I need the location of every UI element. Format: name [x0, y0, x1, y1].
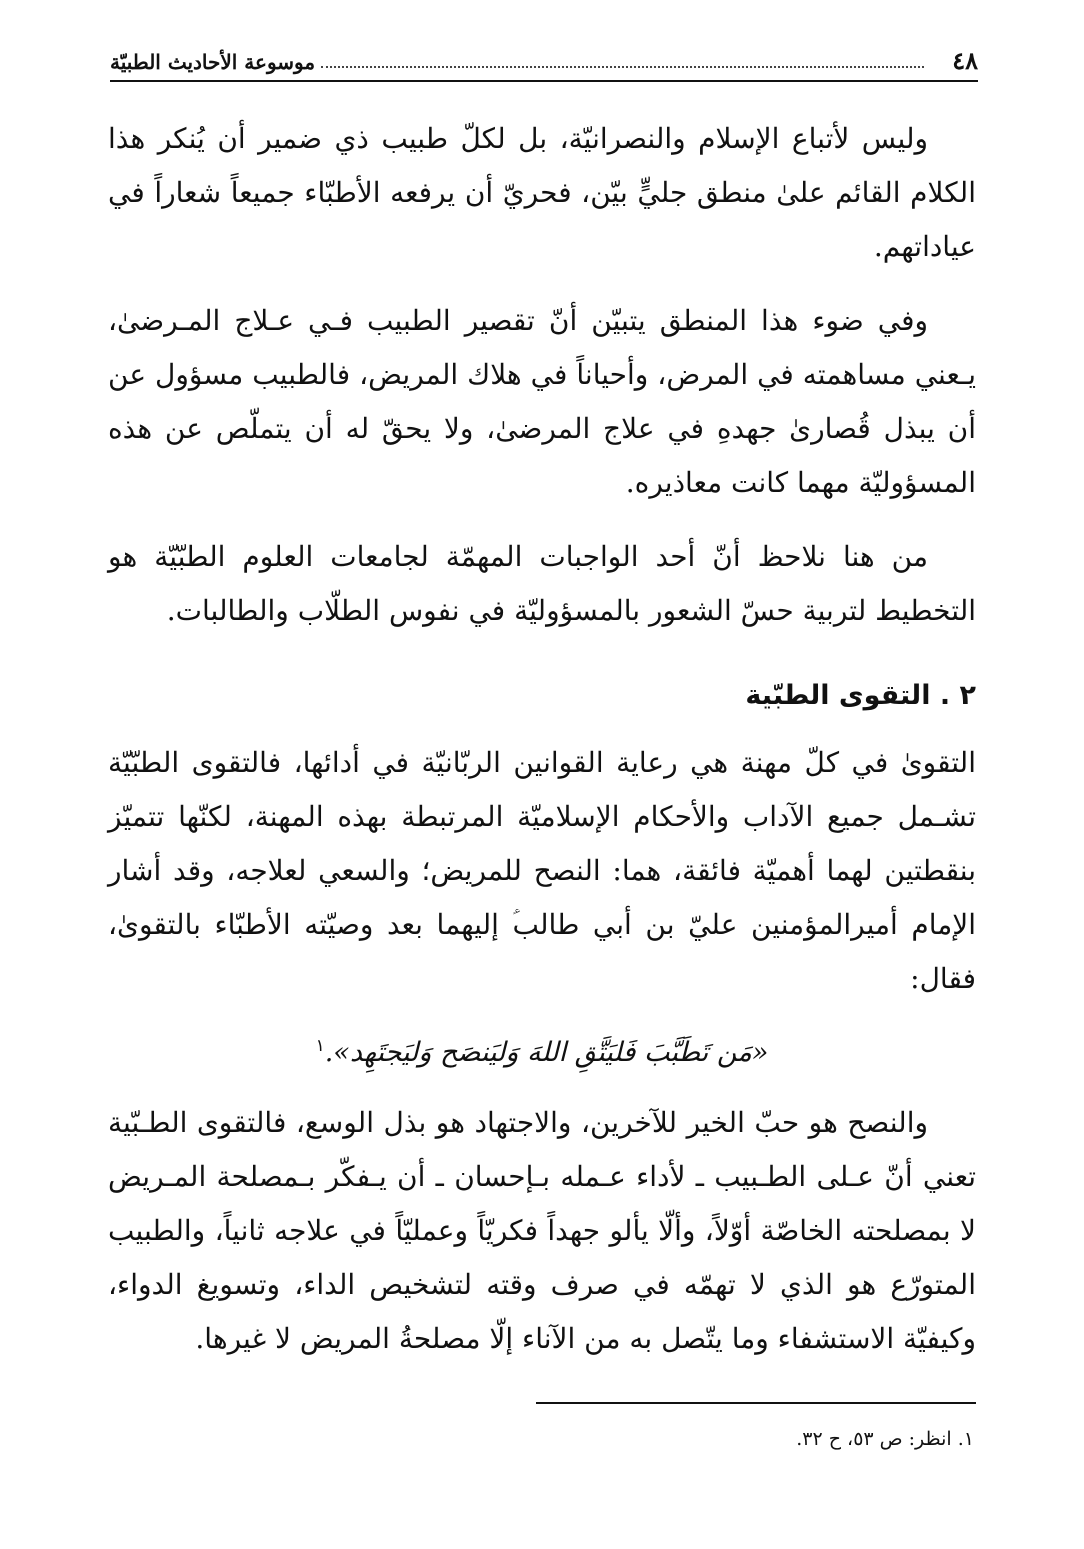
header-rule	[110, 80, 978, 82]
paragraph-5: والنصح هو حبّ الخير للآخرين، والاجتهاد هو بذل الوسع، فالتقوى الطـبّية تعني أنّ عـلى الطـبيب ـ لأداء عـمله بـإحسان ـ أن يـفكّر بـمصلحة المـريض لا بمصلحته الخاصّة أوّلاً، وألّا يألو جهداً فكريّاً وعمليّاً في علاجه ثانياً، والطبيب المتورّع هو الذي لا تهمّه في صرف وقته لتشخيص الداء، وتسويغ الدواء، وكيفيّة الاستشفاء وما يتّصل به من الآناء إلّا مصلحةُ المريض لا غيرها.	[108, 1106, 976, 1355]
running-title-text: موسوعة الأحاديث الطبيّة	[110, 50, 316, 74]
paragraph-2: وفي ضوء هذا المنطق يتبيّن أنّ تقصير الطبيب فـي عـلاج المـرضىٰ، يـعني مساهمته في المرض، وأحياناً في هلاك المريض، فالطبيب مسؤول عن أن يبذل قُصارىٰ جهدهِ في علاج المرضىٰ، ولا يحقّ له أن يتملّص عن هذه المسؤوليّة مهما كانت معاذيره.	[108, 304, 976, 499]
paragraph-3: من هنا نلاحظ أنّ أحد الواجبات المهمّة لجامعات العلوم الطبّيّة هو التخطيط لتربية حسّ الشعور بالمسؤوليّة في نفوس الطلّاب والطالبات.	[108, 540, 976, 627]
footnote: ١. انظر: ص ٥٣، ح ٣٢.	[796, 1428, 974, 1450]
hadith-quote	[108, 1026, 976, 1080]
page-header	[110, 38, 978, 82]
page-number: ٤٨	[952, 46, 978, 75]
section-heading: ٢ . التقوى الطبّية	[745, 680, 976, 711]
paragraph-4: التقوىٰ في كلّ مهنة هي رعاية القوانين الربّانيّة في أدائها، فالتقوى الطبّيّة تشـمل جميع الآداب والأحكام الإسلاميّة المرتبطة بهذه المهنة، لكنّها تتميّز بنقطتين لهما أهميّة فائقة، هما: النصح للمريض؛ والسعي لعلاجه، وقد أشار الإمام أميرالمؤمنين عليّ بن أبي طالب‎ؑ إليهما بعد وصيّته الأطبّاء بالتقوىٰ، فقال:	[108, 746, 976, 995]
quote-text: «مَن تَطَبَّبَ فَليَتَّقِ اللهَ وَليَنصَح وَليَجتَهِد».	[324, 1037, 769, 1068]
leader-dots	[321, 56, 924, 68]
footnote-reference: ١	[315, 1036, 325, 1056]
running-title	[110, 50, 924, 74]
footnote-rule	[536, 1402, 976, 1404]
paragraph-1: وليس لأتباع الإسلام والنصرانيّة، بل لكلّ طبيب ذي ضمير أن يُنكر هذا الكلام القائم علىٰ منطق جليٍّ بيّن، فحريّ أن يرفعه الأطبّاء جميعاً شعاراً في عياداتهم.	[108, 122, 976, 263]
body-text	[108, 112, 976, 1386]
